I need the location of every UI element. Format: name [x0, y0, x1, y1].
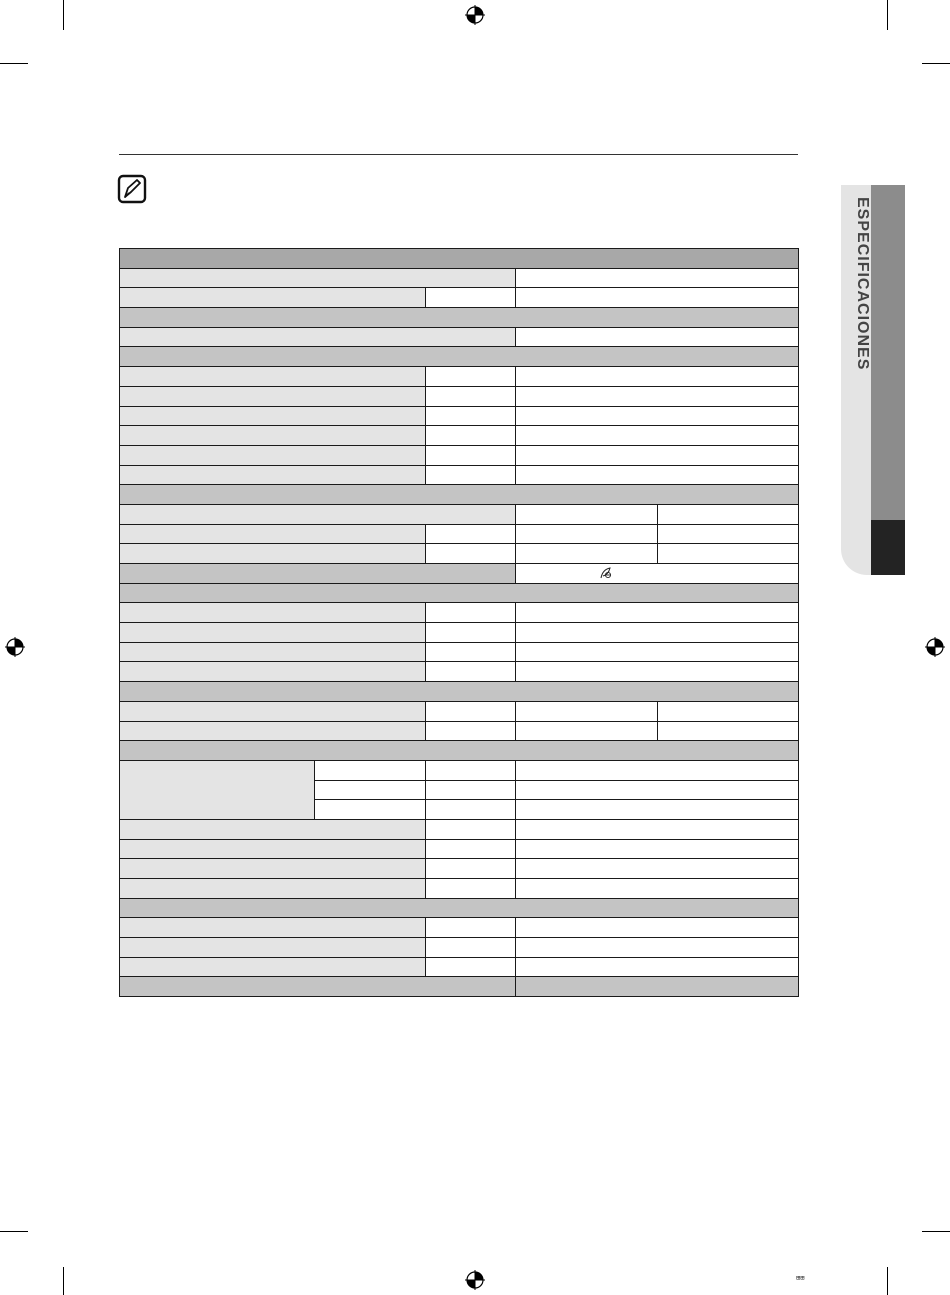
table-section-header	[120, 485, 799, 505]
table-row	[120, 879, 799, 899]
table-row	[120, 662, 799, 682]
table-row	[120, 445, 799, 465]
table-section-header	[120, 682, 799, 702]
registration-mark-icon	[4, 636, 26, 658]
registration-mark-icon	[924, 636, 946, 658]
specifications-table	[119, 248, 799, 997]
side-tab-dark-block	[871, 520, 905, 575]
table-section-header	[120, 249, 799, 269]
table-row	[120, 623, 799, 643]
table-row	[120, 288, 799, 308]
table-row	[120, 367, 799, 387]
note-pencil-icon	[117, 174, 147, 204]
side-tab-label: ESPECIFICACIONES	[854, 197, 871, 371]
table-row	[120, 938, 799, 958]
registration-mark-icon	[464, 1269, 486, 1291]
header-rule	[119, 154, 798, 155]
side-tab	[841, 185, 905, 575]
table-row	[120, 544, 799, 564]
crop-mark	[922, 63, 950, 64]
table-row	[120, 760, 799, 780]
crop-mark	[887, 0, 888, 30]
table-row	[120, 642, 799, 662]
table-row	[120, 504, 799, 524]
table-section-header	[120, 898, 799, 918]
table-row	[120, 839, 799, 859]
table-row	[120, 268, 799, 288]
crop-mark	[887, 1267, 888, 1295]
table-row	[120, 465, 799, 485]
table-row	[120, 524, 799, 544]
table-section-header	[120, 308, 799, 328]
table-row	[120, 859, 799, 879]
table-section-header	[120, 583, 799, 603]
table-row	[120, 426, 799, 446]
table-row	[120, 701, 799, 721]
table-row	[120, 386, 799, 406]
table-row	[120, 721, 799, 741]
table-row	[120, 819, 799, 839]
table-section-header	[120, 347, 799, 367]
table-row	[120, 564, 799, 584]
table-row	[120, 918, 799, 938]
table-section-header	[120, 741, 799, 761]
table-row	[120, 977, 799, 997]
table-row	[120, 603, 799, 623]
eco-label-icon	[600, 567, 612, 579]
crop-mark	[63, 0, 64, 30]
table-row	[120, 406, 799, 426]
side-tab-gray-block	[871, 185, 905, 520]
table-row	[120, 327, 799, 347]
table-row	[120, 957, 799, 977]
crop-mark	[63, 1267, 64, 1295]
crop-mark	[0, 63, 28, 64]
page-code: ⊞⊞	[796, 1274, 805, 1282]
crop-mark	[0, 1231, 28, 1232]
registration-mark-icon	[464, 4, 486, 26]
crop-mark	[922, 1231, 950, 1232]
